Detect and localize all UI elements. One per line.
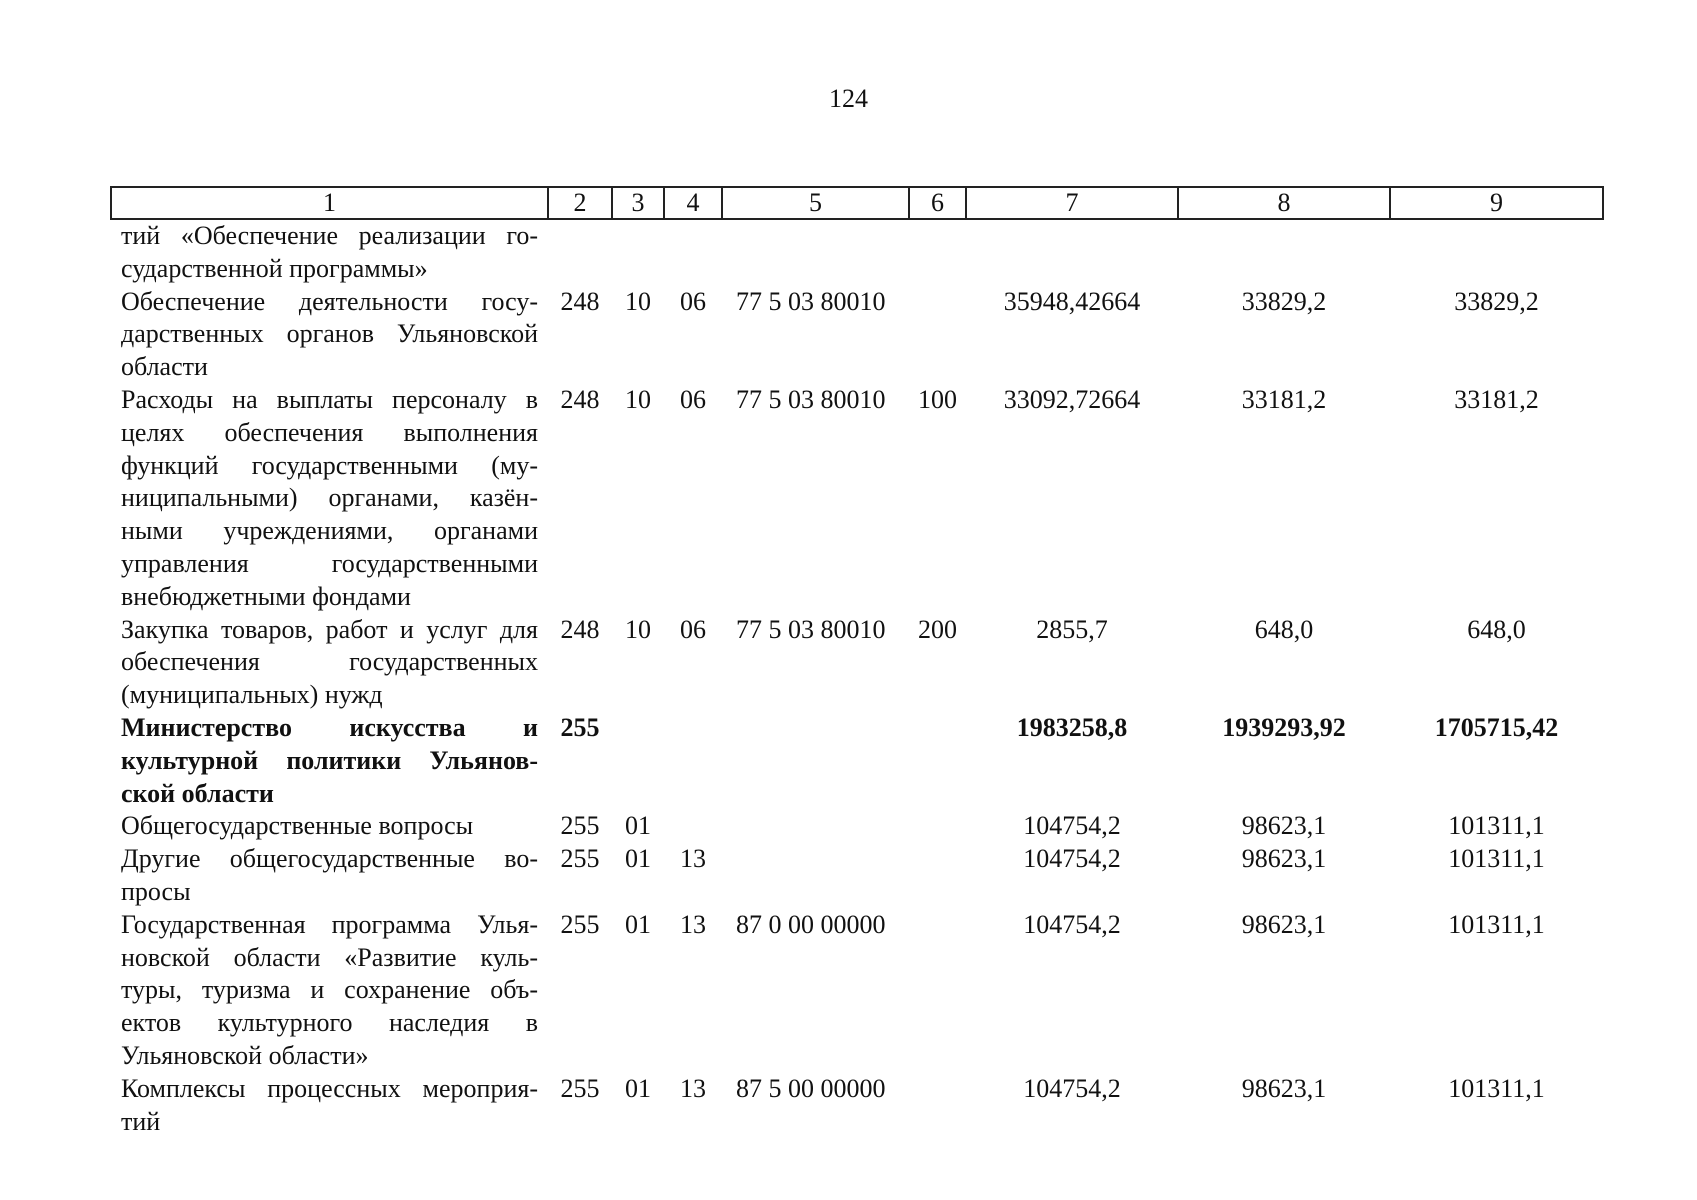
cell-code-2: 255: [560, 844, 600, 874]
cell-value-9: 101311,1: [1448, 1073, 1545, 1103]
cell-code-2: 248: [560, 384, 600, 414]
cell-code-6: [909, 1073, 966, 1139]
cell-value-9: 1705715,42: [1434, 712, 1559, 742]
table-row: [111, 1073, 1603, 1139]
cell-code-3: 01: [625, 1073, 651, 1103]
cell-code-2: 255: [560, 811, 600, 841]
cell-code-5: [722, 810, 909, 843]
column-header-9: 9: [1390, 187, 1603, 219]
cell-code-4: 13: [680, 844, 706, 874]
cell-code-5: [722, 219, 909, 286]
cell-value-7: 2855,7: [1036, 614, 1108, 644]
cell-code-6: [909, 286, 966, 384]
row-name: Закупка товаров, работ и услуг для обеспечения государственных (муниципальных) нужд: [121, 614, 538, 710]
cell-value-7: 1983258,8: [1016, 712, 1128, 742]
cell-code-4: [664, 810, 722, 843]
column-header-8: 8: [1178, 187, 1390, 219]
table-row: [111, 384, 1603, 614]
table-row: [111, 286, 1603, 384]
row-name: Расходы на выплаты персоналу в целях обеспечения выполнения функций государственными (му-ниципальными) органами, казён-ными учреждениями, органами управления государственными внебюджетными фондами: [121, 384, 538, 611]
column-header-1: 1: [111, 187, 548, 219]
cell-code-2: 255: [560, 712, 600, 742]
column-header-3: 3: [612, 187, 664, 219]
row-name: тий «Обеспечение реализации го-сударственной программы»: [121, 221, 538, 283]
cell-code-6: [909, 843, 966, 909]
cell-code-2: 255: [560, 1073, 600, 1103]
row-name: Министерство искусства и культурной политики Ульянов-ской области: [121, 712, 538, 808]
table-row: [111, 843, 1603, 909]
cell-value-9: 33181,2: [1454, 384, 1539, 414]
cell-code-2: 248: [560, 614, 600, 644]
cell-value-9: 101311,1: [1448, 811, 1545, 841]
cell-code-2: 248: [560, 286, 600, 316]
row-name: Комплексы процессных мероприя-тий: [121, 1073, 538, 1136]
cell-code-4: 13: [680, 1073, 706, 1103]
cell-code-3: 10: [625, 614, 651, 644]
cell-code-4: 06: [680, 384, 706, 414]
cell-code-5: 77 5 03 80010: [736, 614, 886, 644]
cell-value-7: 104754,2: [1023, 1073, 1121, 1103]
cell-value-7: 104754,2: [1023, 844, 1121, 874]
table-row: [111, 909, 1603, 1073]
cell-code-5: [722, 712, 909, 810]
cell-value-8: 1939293,92: [1222, 712, 1346, 742]
cell-value-9: 33829,2: [1454, 286, 1539, 316]
table-row: [111, 712, 1603, 810]
cell-value-9: 101311,1: [1448, 844, 1545, 874]
cell-value-9: [1390, 219, 1603, 286]
cell-code-3: 01: [625, 844, 651, 874]
cell-value-8: 98623,1: [1241, 1073, 1327, 1103]
column-header-4: 4: [664, 187, 722, 219]
cell-code-3: 10: [625, 286, 651, 316]
cell-code-3: [612, 712, 664, 810]
column-header-2: 2: [548, 187, 612, 219]
cell-code-4: 06: [680, 286, 706, 316]
cell-code-6: [909, 810, 966, 843]
cell-value-8: [1178, 219, 1390, 286]
cell-value-7: 35948,42664: [1003, 286, 1141, 316]
cell-code-5: [722, 843, 909, 909]
row-name: Государственная программа Улья-новской области «Развитие куль-туры, туризма и сохранение объ-ектов культурного наследия в Ульяновской области»: [121, 909, 538, 1070]
cell-code-5: 77 5 03 80010: [736, 384, 886, 414]
column-header-5: 5: [722, 187, 909, 219]
cell-code-5: 87 5 00 00000: [736, 1073, 886, 1103]
cell-value-8: 98623,1: [1241, 811, 1327, 841]
cell-code-6: 200: [918, 614, 957, 644]
cell-value-8: 648,0: [1254, 614, 1314, 644]
cell-value-7: [966, 219, 1178, 286]
cell-value-8: 33829,2: [1241, 286, 1327, 316]
page-number: 124: [829, 84, 868, 113]
cell-code-4: [664, 712, 722, 810]
cell-code-6: 100: [918, 384, 957, 414]
table-row: [111, 219, 1603, 286]
cell-value-8: 98623,1: [1241, 844, 1327, 874]
cell-code-5: 87 0 00 00000: [736, 909, 886, 939]
cell-code-3: [612, 219, 664, 286]
cell-value-8: 33181,2: [1241, 384, 1327, 414]
row-name: Общегосударственные вопросы: [121, 811, 474, 841]
cell-code-3: 01: [625, 909, 651, 939]
cell-code-2: [548, 219, 612, 286]
cell-code-3: 10: [625, 384, 651, 414]
table-body: [111, 219, 1603, 1138]
table-header: [111, 187, 1603, 219]
cell-code-2: 255: [560, 909, 600, 939]
cell-value-8: 98623,1: [1241, 909, 1327, 939]
table-row: [111, 614, 1603, 712]
cell-code-4: 13: [680, 909, 706, 939]
cell-code-4: 06: [680, 614, 706, 644]
cell-value-7: 104754,2: [1023, 811, 1121, 841]
header-row: [111, 187, 1603, 219]
cell-code-6: [909, 219, 966, 286]
row-name: Обеспечение деятельности госу-дарственных органов Ульяновской области: [121, 286, 538, 382]
cell-code-6: [909, 909, 966, 1073]
column-header-7: 7: [966, 187, 1178, 219]
table-row: [111, 810, 1603, 843]
cell-code-3: 01: [625, 811, 651, 841]
cell-value-7: 33092,72664: [1003, 384, 1141, 414]
cell-code-5: 77 5 03 80010: [736, 286, 886, 316]
column-header-6: 6: [909, 187, 966, 219]
cell-value-9: 648,0: [1467, 614, 1526, 644]
cell-value-9: 101311,1: [1448, 909, 1545, 939]
cell-code-4: [664, 219, 722, 286]
cell-value-7: 104754,2: [1023, 909, 1121, 939]
cell-code-6: [909, 712, 966, 810]
budget-table: [110, 186, 1604, 1138]
row-name: Другие общегосударственные во-просы: [121, 844, 538, 906]
